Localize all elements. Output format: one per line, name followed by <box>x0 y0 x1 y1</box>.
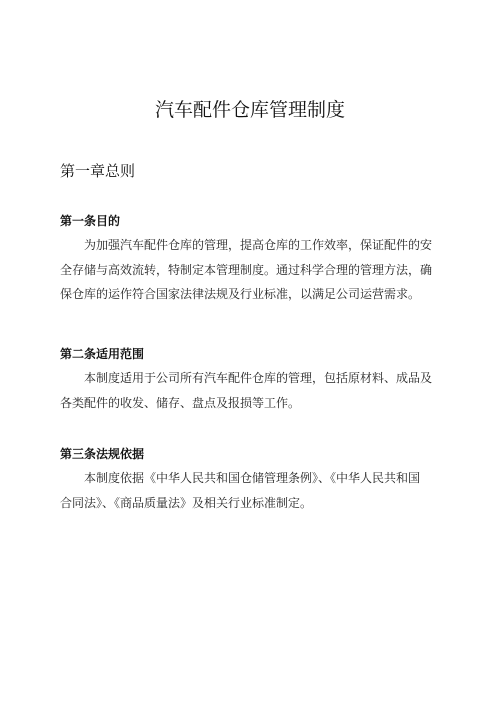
article-1-line-2: 全存储与高效流转，特制定本管理制度。通过科学合理的管理方法，确 <box>60 262 433 277</box>
document-title: 汽车配件仓库管理制度 <box>154 99 345 121</box>
article-2-body <box>60 366 450 415</box>
article-3-line-1: 本制度依据《中华人民共和国仓储管理条例》、《中华人民共和国 <box>84 471 421 485</box>
chapter-title: 第一章总则 <box>60 162 136 180</box>
article-1-line-1: 为加强汽车配件仓库的管理，提高仓库的工作效率，保证配件的安 <box>84 238 433 252</box>
article-3-heading: 第三条法规依据 <box>60 447 145 461</box>
article-1-body <box>60 233 450 307</box>
article-3-line-2: 合同法》、《商品质量法》及相关行业标准制定。 <box>60 495 313 510</box>
article-2-line-1: 本制度适用于公司所有汽车配件仓库的管理，包括原材料、成品及 <box>84 371 433 385</box>
article-1-line-3: 保仓库的运作符合国家法律法规及行业标准，以满足公司运营需求。 <box>60 287 421 301</box>
article-1-heading: 第一条目的 <box>60 214 121 228</box>
article-2-heading: 第二条适用范围 <box>60 347 145 361</box>
article-2-line-2: 各类配件的收发、储存、盘点及报损等工作。 <box>60 395 301 410</box>
article-3-body <box>60 466 450 515</box>
